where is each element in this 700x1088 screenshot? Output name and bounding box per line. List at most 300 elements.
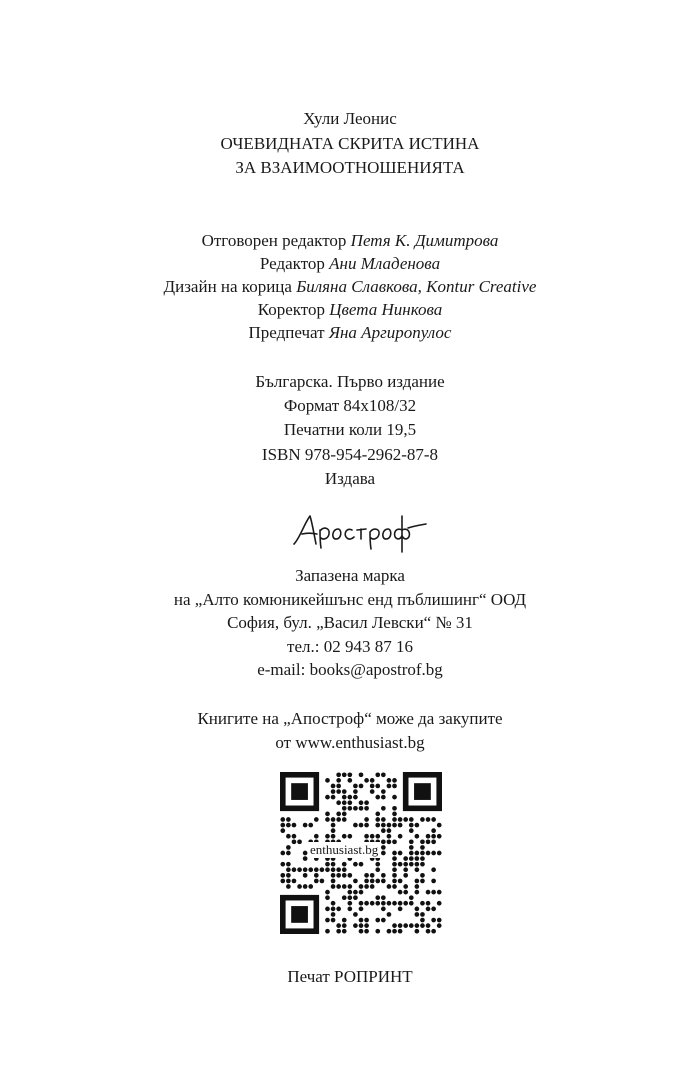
qr-module <box>392 817 397 822</box>
qr-module <box>325 817 330 822</box>
qr-module <box>420 856 425 861</box>
qr-code-label: enthusiast.bg <box>310 842 379 857</box>
qr-module <box>431 817 436 822</box>
qr-module <box>375 834 380 839</box>
qr-module <box>415 923 420 928</box>
qr-module <box>286 867 291 872</box>
qr-module <box>359 901 364 906</box>
credit-name: Цвета Нинкова <box>329 300 443 319</box>
credit-line <box>0 253 700 275</box>
qr-module <box>336 784 341 789</box>
qr-module <box>398 862 403 867</box>
qr-module <box>426 851 431 856</box>
qr-module <box>409 851 414 856</box>
qr-module <box>347 795 352 800</box>
qr-module <box>359 918 364 923</box>
qr-module <box>381 806 386 811</box>
qr-module <box>364 873 369 878</box>
qr-module <box>286 873 291 878</box>
qr-module <box>353 912 358 917</box>
credit-name: Ани Младенова <box>329 254 441 273</box>
qr-module <box>381 795 386 800</box>
qr-module <box>331 918 336 923</box>
qr-module <box>342 873 347 878</box>
qr-module <box>381 817 386 822</box>
credit-role: Предпечат <box>248 323 325 342</box>
qr-module <box>347 895 352 900</box>
qr-module <box>381 907 386 912</box>
qr-module <box>381 851 386 856</box>
qr-module <box>437 834 442 839</box>
format-info: Формат 84x108/32 <box>283 396 417 415</box>
isbn: ISBN 978-954-2962-87-8 <box>261 445 439 464</box>
apostrof-logo <box>290 508 430 556</box>
qr-module <box>398 834 403 839</box>
qr-module <box>336 929 341 934</box>
qr-module <box>437 901 442 906</box>
qr-module <box>431 867 436 872</box>
qr-module <box>409 923 414 928</box>
qr-module <box>359 800 364 805</box>
qr-module <box>437 890 442 895</box>
qr-module <box>353 890 358 895</box>
qr-module <box>364 800 369 805</box>
logo-text-hidden: Апостроф <box>290 555 295 556</box>
qr-module <box>331 873 336 878</box>
qr-module <box>431 890 436 895</box>
credit-line <box>0 276 700 298</box>
qr-module <box>364 923 369 928</box>
qr-module <box>415 879 420 884</box>
qr-module <box>325 918 330 923</box>
qr-module <box>415 929 420 934</box>
qr-module <box>342 834 347 839</box>
qr-module <box>336 873 341 878</box>
qr-module <box>314 867 319 872</box>
qr-module <box>280 873 285 878</box>
qr-module <box>359 823 364 828</box>
qr-module <box>359 907 364 912</box>
qr-module <box>280 817 285 822</box>
qr-module <box>286 884 291 889</box>
qr-module <box>375 895 380 900</box>
qr-module <box>398 851 403 856</box>
qr-module <box>426 890 431 895</box>
qr-module <box>420 851 425 856</box>
qr-module <box>325 862 330 867</box>
qr-module <box>336 772 341 777</box>
qr-module <box>387 823 392 828</box>
qr-module <box>375 823 380 828</box>
qr-module <box>342 867 347 872</box>
credit-name: Петя К. Димитрова <box>350 231 499 250</box>
qr-module <box>420 918 425 923</box>
qr-module <box>359 923 364 928</box>
qr-module <box>353 789 358 794</box>
qr-module <box>342 800 347 805</box>
qr-module <box>342 772 347 777</box>
qr-module <box>347 873 352 878</box>
qr-module <box>286 879 291 884</box>
qr-module <box>426 901 431 906</box>
qr-module <box>336 800 341 805</box>
qr-module <box>403 867 408 872</box>
qr-module <box>420 879 425 884</box>
qr-module <box>398 890 403 895</box>
qr-module <box>392 879 397 884</box>
qr-module <box>353 862 358 867</box>
qr-module <box>347 772 352 777</box>
qr-module <box>387 901 392 906</box>
qr-module <box>375 918 380 923</box>
qr-module <box>331 907 336 912</box>
qr-module <box>331 795 336 800</box>
qr-module <box>320 879 325 884</box>
qr-module <box>331 823 336 828</box>
qr-module <box>403 923 408 928</box>
qr-module <box>392 784 397 789</box>
qr-module <box>347 884 352 889</box>
credit-line <box>0 299 700 321</box>
qr-module <box>325 929 330 934</box>
qr-module <box>359 806 364 811</box>
qr-module <box>292 834 297 839</box>
qr-module <box>336 884 341 889</box>
qr-module <box>398 923 403 928</box>
qr-module <box>420 923 425 928</box>
address: София, бул. „Васил Левски“ № 31 <box>227 613 473 632</box>
qr-module <box>431 907 436 912</box>
qr-module <box>415 867 420 872</box>
qr-module <box>342 795 347 800</box>
qr-module <box>381 823 386 828</box>
qr-module <box>409 828 414 833</box>
qr-module <box>359 772 364 777</box>
qr-module <box>437 823 442 828</box>
qr-module <box>431 839 436 844</box>
qr-module <box>303 851 308 856</box>
qr-module <box>280 828 285 833</box>
qr-module <box>353 823 358 828</box>
qr-module <box>370 778 375 783</box>
qr-module <box>387 929 392 934</box>
qr-module <box>392 778 397 783</box>
qr-module <box>364 823 369 828</box>
qr-module <box>280 851 285 856</box>
qr-module <box>381 879 386 884</box>
qr-module <box>392 812 397 817</box>
qr-module <box>420 817 425 822</box>
qr-module <box>292 879 297 884</box>
email: e-mail: books@apostrof.bg <box>257 660 443 679</box>
qr-module <box>415 856 420 861</box>
qr-module <box>308 867 313 872</box>
qr-module <box>364 879 369 884</box>
qr-module <box>280 879 285 884</box>
qr-module <box>409 817 414 822</box>
qr-module <box>280 862 285 867</box>
credit-name: Яна Аргиропулос <box>328 323 452 342</box>
qr-module <box>364 806 369 811</box>
qr-module <box>342 929 347 934</box>
qr-module <box>415 834 420 839</box>
trademark-label: Запазена марка <box>295 566 405 585</box>
qr-module <box>364 834 369 839</box>
company-name: на „Алто комюникейшънс енд пъблишинг“ ООД <box>173 590 527 609</box>
author-name: Хули Леонис <box>303 109 397 128</box>
qr-module <box>431 828 436 833</box>
qr-module <box>375 879 380 884</box>
credit-line <box>0 230 700 252</box>
qr-module <box>375 795 380 800</box>
credit-name: Биляна Славкова, Kontur Creative <box>296 277 537 296</box>
qr-module <box>387 828 392 833</box>
qr-module <box>420 912 425 917</box>
qr-module <box>336 867 341 872</box>
qr-module <box>375 867 380 872</box>
qr-module <box>431 851 436 856</box>
qr-module <box>381 839 386 844</box>
qr-module <box>392 873 397 878</box>
qr-module <box>403 873 408 878</box>
qr-module <box>387 834 392 839</box>
qr-module <box>342 789 347 794</box>
credit-line <box>0 322 700 344</box>
qr-module <box>347 806 352 811</box>
qr-module <box>320 867 325 872</box>
qr-module <box>359 862 364 867</box>
qr-module <box>403 856 408 861</box>
qr-module <box>387 839 392 844</box>
qr-module <box>286 823 291 828</box>
sheets-info: Печатни коли 19,5 <box>283 420 417 439</box>
qr-module <box>331 789 336 794</box>
qr-module <box>381 918 386 923</box>
qr-module <box>359 890 364 895</box>
qr-module <box>370 784 375 789</box>
qr-module <box>347 778 352 783</box>
phone: тел.: 02 943 87 16 <box>287 637 413 656</box>
qr-module <box>286 845 291 850</box>
qr-module <box>420 901 425 906</box>
qr-module <box>286 834 291 839</box>
qr-module <box>409 823 414 828</box>
qr-module <box>303 884 308 889</box>
qr-module <box>392 839 397 844</box>
qr-module <box>370 789 375 794</box>
qr-module <box>409 862 414 867</box>
printer-info: Печат РОПРИНТ <box>287 967 413 986</box>
qr-module <box>420 873 425 878</box>
qr-module <box>375 862 380 867</box>
edition-info: Българска. Първо издание <box>255 372 445 391</box>
qr-module <box>364 929 369 934</box>
qr-module <box>325 778 330 783</box>
qr-module <box>331 884 336 889</box>
qr-module <box>297 884 302 889</box>
qr-module <box>331 912 336 917</box>
qr-module <box>347 834 352 839</box>
qr-module <box>398 823 403 828</box>
qr-module <box>392 923 397 928</box>
qr-module <box>308 823 313 828</box>
qr-module <box>342 812 347 817</box>
qr-module <box>375 817 380 822</box>
qr-module <box>375 901 380 906</box>
qr-module <box>325 812 330 817</box>
qr-module <box>359 884 364 889</box>
qr-module <box>325 890 330 895</box>
qr-module <box>426 817 431 822</box>
qr-module <box>336 778 341 783</box>
qr-module <box>364 778 369 783</box>
qr-module <box>325 795 330 800</box>
qr-module <box>437 923 442 928</box>
qr-module <box>375 929 380 934</box>
qr-module <box>415 912 420 917</box>
qr-module <box>398 879 403 884</box>
qr-module <box>286 851 291 856</box>
qr-module <box>303 856 308 861</box>
qr-module <box>314 873 319 878</box>
qr-module <box>347 901 352 906</box>
qr-module <box>292 823 297 828</box>
qr-module <box>353 784 358 789</box>
qr-module <box>359 929 364 934</box>
qr-module <box>292 867 297 872</box>
qr-module <box>403 901 408 906</box>
qr-module <box>364 901 369 906</box>
qr-module <box>325 907 330 912</box>
qr-module <box>331 828 336 833</box>
qr-module <box>431 929 436 934</box>
qr-module <box>415 890 420 895</box>
qr-module <box>426 907 431 912</box>
qr-module <box>392 862 397 867</box>
qr-module <box>364 884 369 889</box>
qr-module <box>292 839 297 844</box>
qr-module <box>297 867 302 872</box>
qr-module <box>426 839 431 844</box>
qr-module <box>426 929 431 934</box>
qr-module <box>308 884 313 889</box>
qr-module <box>336 817 341 822</box>
qr-module <box>403 817 408 822</box>
qr-module <box>387 912 392 917</box>
qr-module <box>331 901 336 906</box>
qr-module <box>392 851 397 856</box>
qr-module <box>431 879 436 884</box>
qr-module <box>381 845 386 850</box>
qr-module <box>353 879 358 884</box>
qr-module <box>392 901 397 906</box>
qr-module <box>331 784 336 789</box>
qr-module <box>403 862 408 867</box>
qr-module <box>381 901 386 906</box>
qr-module <box>409 856 414 861</box>
qr-module <box>387 884 392 889</box>
qr-module <box>331 867 336 872</box>
qr-module <box>392 929 397 934</box>
qr-module <box>325 895 330 900</box>
qr-module <box>370 884 375 889</box>
publishes-label: Издава <box>324 469 376 488</box>
qr-module <box>370 873 375 878</box>
credit-role: Редактор <box>259 254 325 273</box>
qr-module <box>342 806 347 811</box>
credit-role: Дизайн на корица <box>163 277 292 296</box>
qr-module <box>303 873 308 878</box>
qr-module <box>280 823 285 828</box>
qr-module <box>342 918 347 923</box>
qr-module <box>375 772 380 777</box>
qr-module <box>426 923 431 928</box>
qr-module <box>359 784 364 789</box>
qr-module <box>420 862 425 867</box>
qr-module <box>375 812 380 817</box>
qr-module <box>336 812 341 817</box>
qr-module <box>375 784 380 789</box>
qr-module <box>314 817 319 822</box>
qr-module <box>342 923 347 928</box>
qr-module <box>392 856 397 861</box>
qr-module <box>409 901 414 906</box>
qr-module <box>420 845 425 850</box>
qr-module <box>347 800 352 805</box>
qr-module <box>437 918 442 923</box>
qr-module <box>303 867 308 872</box>
qr-module <box>364 918 369 923</box>
qr-module <box>387 784 392 789</box>
qr-module <box>398 929 403 934</box>
qr-module <box>392 823 397 828</box>
qr-module <box>381 828 386 833</box>
qr-module <box>415 851 420 856</box>
qr-module <box>420 839 425 844</box>
qr-module <box>415 823 420 828</box>
qr-module <box>431 918 436 923</box>
qr-module <box>336 789 341 794</box>
purchase-line-2: от www.enthusiast.bg <box>275 733 425 752</box>
qr-module <box>415 862 420 867</box>
qr-module <box>331 817 336 822</box>
qr-module <box>409 895 414 900</box>
qr-module <box>331 834 336 839</box>
qr-module <box>409 839 414 844</box>
qr-module <box>303 823 308 828</box>
qr-module <box>286 817 291 822</box>
qr-module <box>398 817 403 822</box>
qr-module <box>342 817 347 822</box>
qr-module <box>381 895 386 900</box>
qr-module <box>392 795 397 800</box>
qr-module <box>381 873 386 878</box>
qr-module <box>415 907 420 912</box>
qr-module <box>353 895 358 900</box>
qr-module <box>314 879 319 884</box>
qr-module <box>426 834 431 839</box>
qr-module <box>415 884 420 889</box>
qr-module <box>387 778 392 783</box>
qr-module <box>314 834 319 839</box>
qr-module <box>381 789 386 794</box>
qr-module <box>398 901 403 906</box>
qr-module <box>342 895 347 900</box>
qr-module <box>286 862 291 867</box>
qr-module <box>392 884 397 889</box>
qr-module <box>370 901 375 906</box>
qr-module <box>336 907 341 912</box>
